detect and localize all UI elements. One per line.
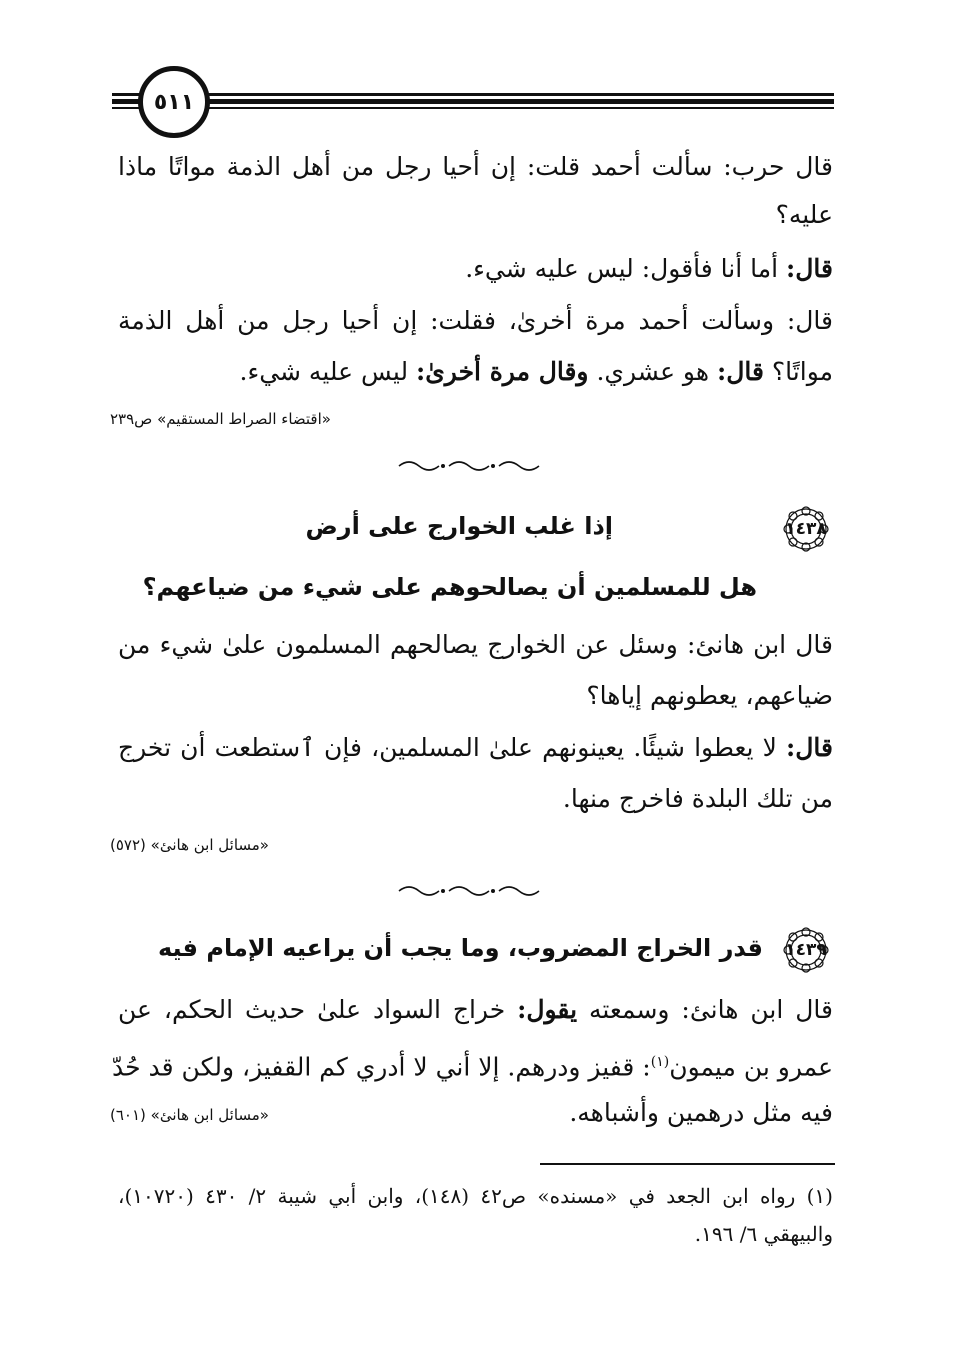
- ornament-divider: [395, 884, 545, 898]
- ornament-divider: [395, 459, 545, 473]
- text-line: قال حرب: سألت أحمد قلت: إن أحيا رجل من أهل الذمة مواتًا ماذا: [118, 152, 833, 181]
- text-span: مواتًا؟: [763, 357, 833, 386]
- footnote-line: (١) رواه ابن الجعد في «مسنده» ص٤٢ (١٤٨)، وابن أبي شيبة ٢/ ٤٣٠ (١٠٧٢٠)،: [118, 1184, 833, 1208]
- header-rule-middle: [112, 99, 834, 104]
- page-number: ٥١١: [153, 89, 195, 115]
- text-line: [112, 1045, 833, 1084]
- speaker-label: قال:: [786, 733, 833, 762]
- header-rule-bottom: [112, 107, 834, 109]
- text-line: عليه؟: [775, 200, 833, 229]
- section-title: قدر الخراج المضروب، وما يجب أن يراعيه الإمام فيه: [157, 934, 763, 962]
- source-citation: «مسائل ابن هانئ» (٦٠١): [110, 1106, 269, 1124]
- speaker-label: قال:: [786, 254, 833, 283]
- text-line: من تلك البلدة فاخرج منها.: [562, 784, 833, 813]
- text-line: فيه مثل درهمين وأشباهه.: [569, 1098, 833, 1127]
- speaker-label: وقال مرة أخرىٰ:: [416, 357, 589, 386]
- speaker-label: يقول:: [517, 995, 578, 1024]
- entry-number: ١٤٣٩: [785, 940, 827, 960]
- page-number-badge: [138, 66, 210, 138]
- text-line: [118, 355, 833, 389]
- footnote-marker[interactable]: (١): [650, 1054, 670, 1070]
- text-span: أما أنا فأقول: ليس عليه شيء.: [465, 254, 787, 283]
- entry-number-badge: [780, 927, 832, 973]
- source-citation: «مسائل ابن هانئ» (٥٧٢): [110, 836, 269, 854]
- section-subtitle: هل للمسلمين أن يصالحوهم على شيء من ضياعهم؟: [142, 573, 757, 601]
- text-line: [118, 252, 833, 286]
- text-span: هو عشري.: [588, 357, 717, 386]
- header-rule-top: [112, 93, 834, 96]
- speaker-label: قال:: [716, 357, 764, 386]
- text-line: [118, 731, 833, 765]
- text-span: لا يعطوا شيئًا. يعينونهم علىٰ المسلمين، فإن ٱستطعت أن تخرج: [118, 733, 787, 762]
- text-span: : قفيز ودرهم. إلا أني لا أدري كم القفيز، ولكن قد حُدّ: [112, 1052, 651, 1082]
- text-span: ليس عليه شيء.: [239, 357, 417, 386]
- entry-number: ١٤٣٨: [785, 519, 827, 539]
- text-line: ضياعهم، يعطونهم إياها؟: [586, 681, 833, 710]
- text-line: [118, 993, 833, 1027]
- text-line: قال: وسألت أحمد مرة أخرىٰ، فقلت: إن أحيا رجل من أهل الذمة: [118, 306, 833, 335]
- section-title: إذا غلب الخوارج على أرض: [305, 512, 613, 540]
- footnote-line: والبيهقي ٦/ ١٩٦.: [694, 1222, 833, 1246]
- footnote-rule: [540, 1163, 835, 1165]
- text-span: قال ابن هانئ: وسمعته: [577, 995, 833, 1024]
- source-citation: «اقتضاء الصراط المستقيم» ص٢٣٩: [110, 410, 331, 428]
- entry-number-badge: [780, 506, 832, 552]
- text-line: قال ابن هانئ: وسئل عن الخوارج يصالحهم المسلمون علىٰ شيء من: [118, 630, 833, 659]
- text-span: خراج السواد علىٰ حديث الحكم، عن: [118, 995, 518, 1024]
- text-span: عمرو بن ميمون: [669, 1052, 833, 1082]
